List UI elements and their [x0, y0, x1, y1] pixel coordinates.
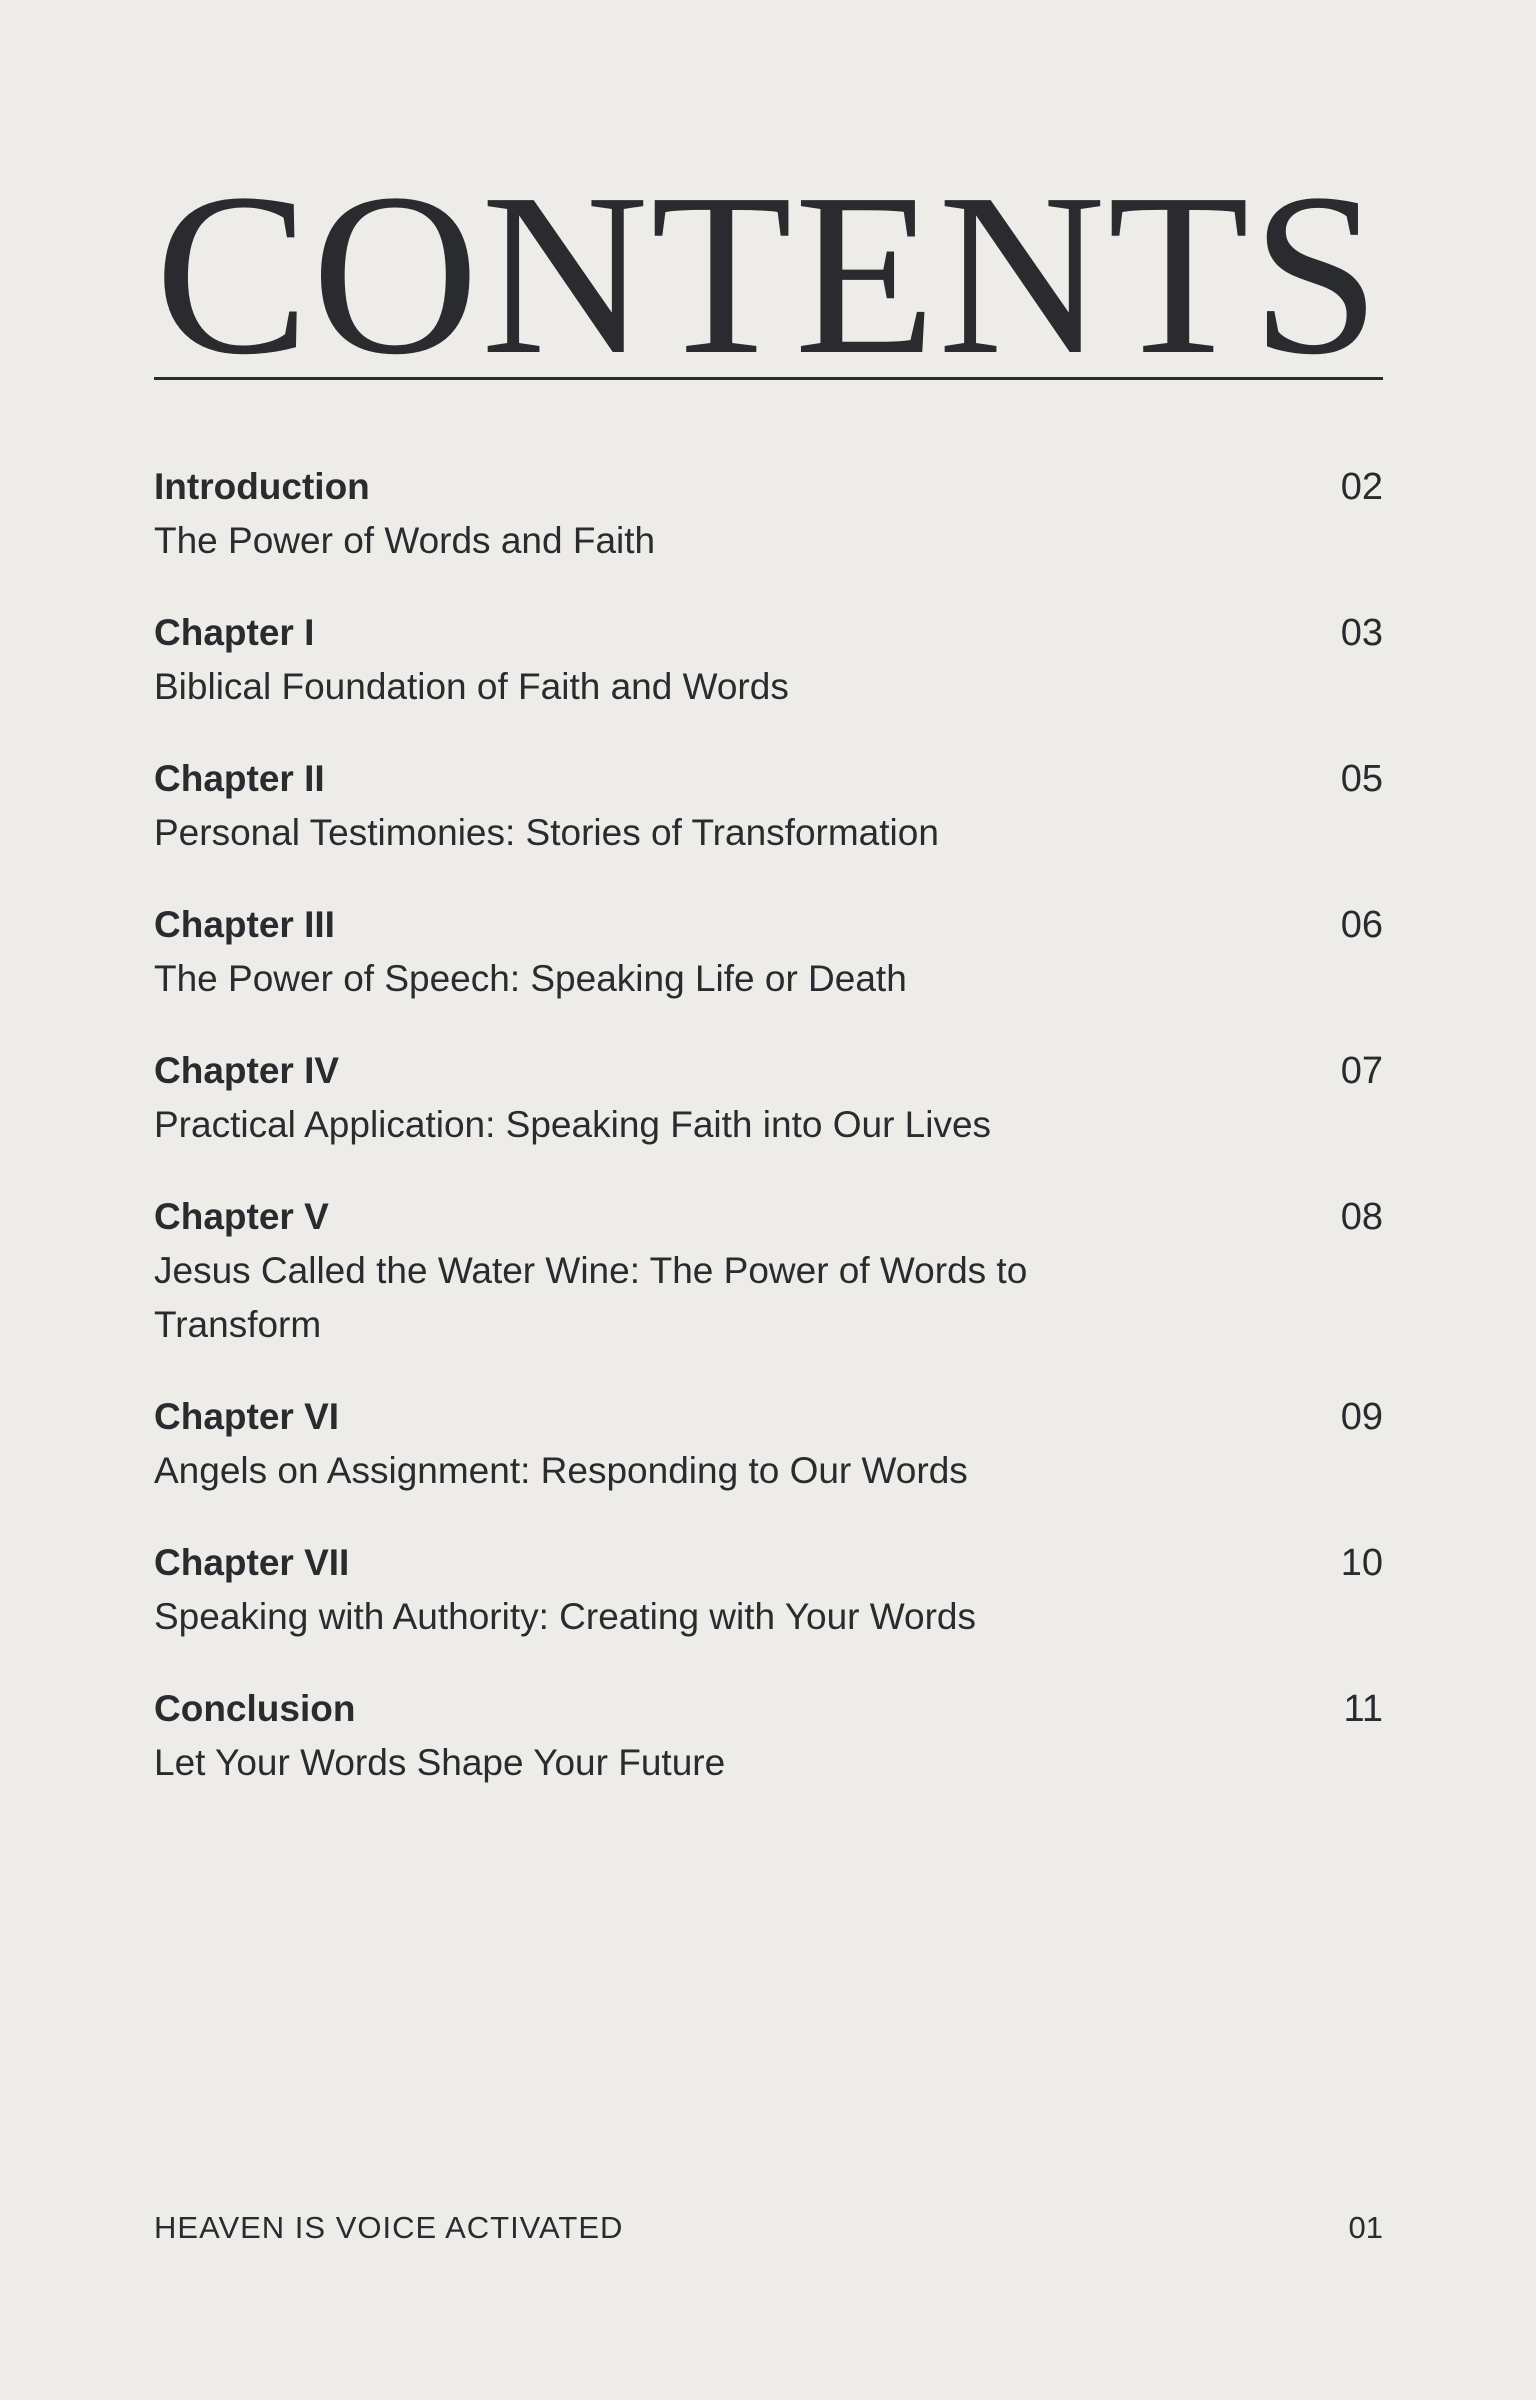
toc-entry-page-number: 06 [1340, 904, 1383, 946]
toc-entry-subtitle: Practical Application: Speaking Faith into Our Lives [154, 1104, 992, 1145]
toc-entry-chapter-1[interactable] [154, 606, 1383, 714]
toc-entry-page-number: 03 [1340, 612, 1383, 654]
toc-entry-heading: Chapter VII [154, 1542, 350, 1583]
toc-entry-page-number: 10 [1340, 1542, 1383, 1584]
toc-entry-chapter-5[interactable] [154, 1190, 1383, 1352]
toc-entry-heading: Chapter VI [154, 1396, 340, 1437]
toc-entry-heading: Chapter V [154, 1196, 329, 1237]
toc-entry-page-number: 09 [1340, 1396, 1383, 1438]
toc-entry-chapter-6[interactable] [154, 1390, 1383, 1498]
toc-entry-chapter-7[interactable] [154, 1536, 1383, 1644]
toc-entry-conclusion[interactable] [154, 1682, 1383, 1790]
toc-entry-subtitle: Biblical Foundation of Faith and Words [154, 666, 789, 707]
toc-entry-page-number: 11 [1343, 1688, 1383, 1730]
toc-entry-subtitle: Jesus Called the Water Wine: The Power of Words to Transform [154, 1250, 1028, 1345]
toc-entry-heading: Conclusion [154, 1688, 356, 1729]
toc-entry-chapter-3[interactable] [154, 898, 1383, 1006]
toc-entry-subtitle: Speaking with Authority: Creating with Your Words [154, 1596, 976, 1637]
toc-entry-heading: Chapter I [154, 612, 315, 653]
toc-entry-page-number: 05 [1340, 758, 1383, 800]
title-divider [154, 377, 1383, 380]
toc-entry-subtitle: The Power of Speech: Speaking Life or Death [154, 958, 907, 999]
toc-entry-page-number: 02 [1340, 466, 1383, 508]
toc-entry-page-number: 07 [1340, 1050, 1383, 1092]
toc-entry-heading: Chapter IV [154, 1050, 340, 1091]
toc-entry-heading: Introduction [154, 466, 370, 507]
toc-entry-heading: Chapter III [154, 904, 335, 945]
table-of-contents [154, 460, 1383, 1828]
toc-entry-heading: Chapter II [154, 758, 325, 799]
toc-entry-subtitle: Angels on Assignment: Responding to Our Words [154, 1450, 968, 1491]
footer-page-number: 01 [1348, 2210, 1383, 2245]
toc-entry-subtitle: Let Your Words Shape Your Future [154, 1742, 726, 1783]
toc-entry-chapter-4[interactable] [154, 1044, 1383, 1152]
footer-book-title: HEAVEN IS VOICE ACTIVATED [154, 2210, 624, 2245]
toc-entry-subtitle: The Power of Words and Faith [154, 520, 656, 561]
toc-entry-chapter-2[interactable] [154, 752, 1383, 860]
toc-entry-page-number: 08 [1340, 1196, 1383, 1238]
toc-entry-subtitle: Personal Testimonies: Stories of Transformation [154, 812, 939, 853]
toc-entry-introduction[interactable] [154, 460, 1383, 568]
page-title: CONTENTS [154, 146, 1383, 403]
